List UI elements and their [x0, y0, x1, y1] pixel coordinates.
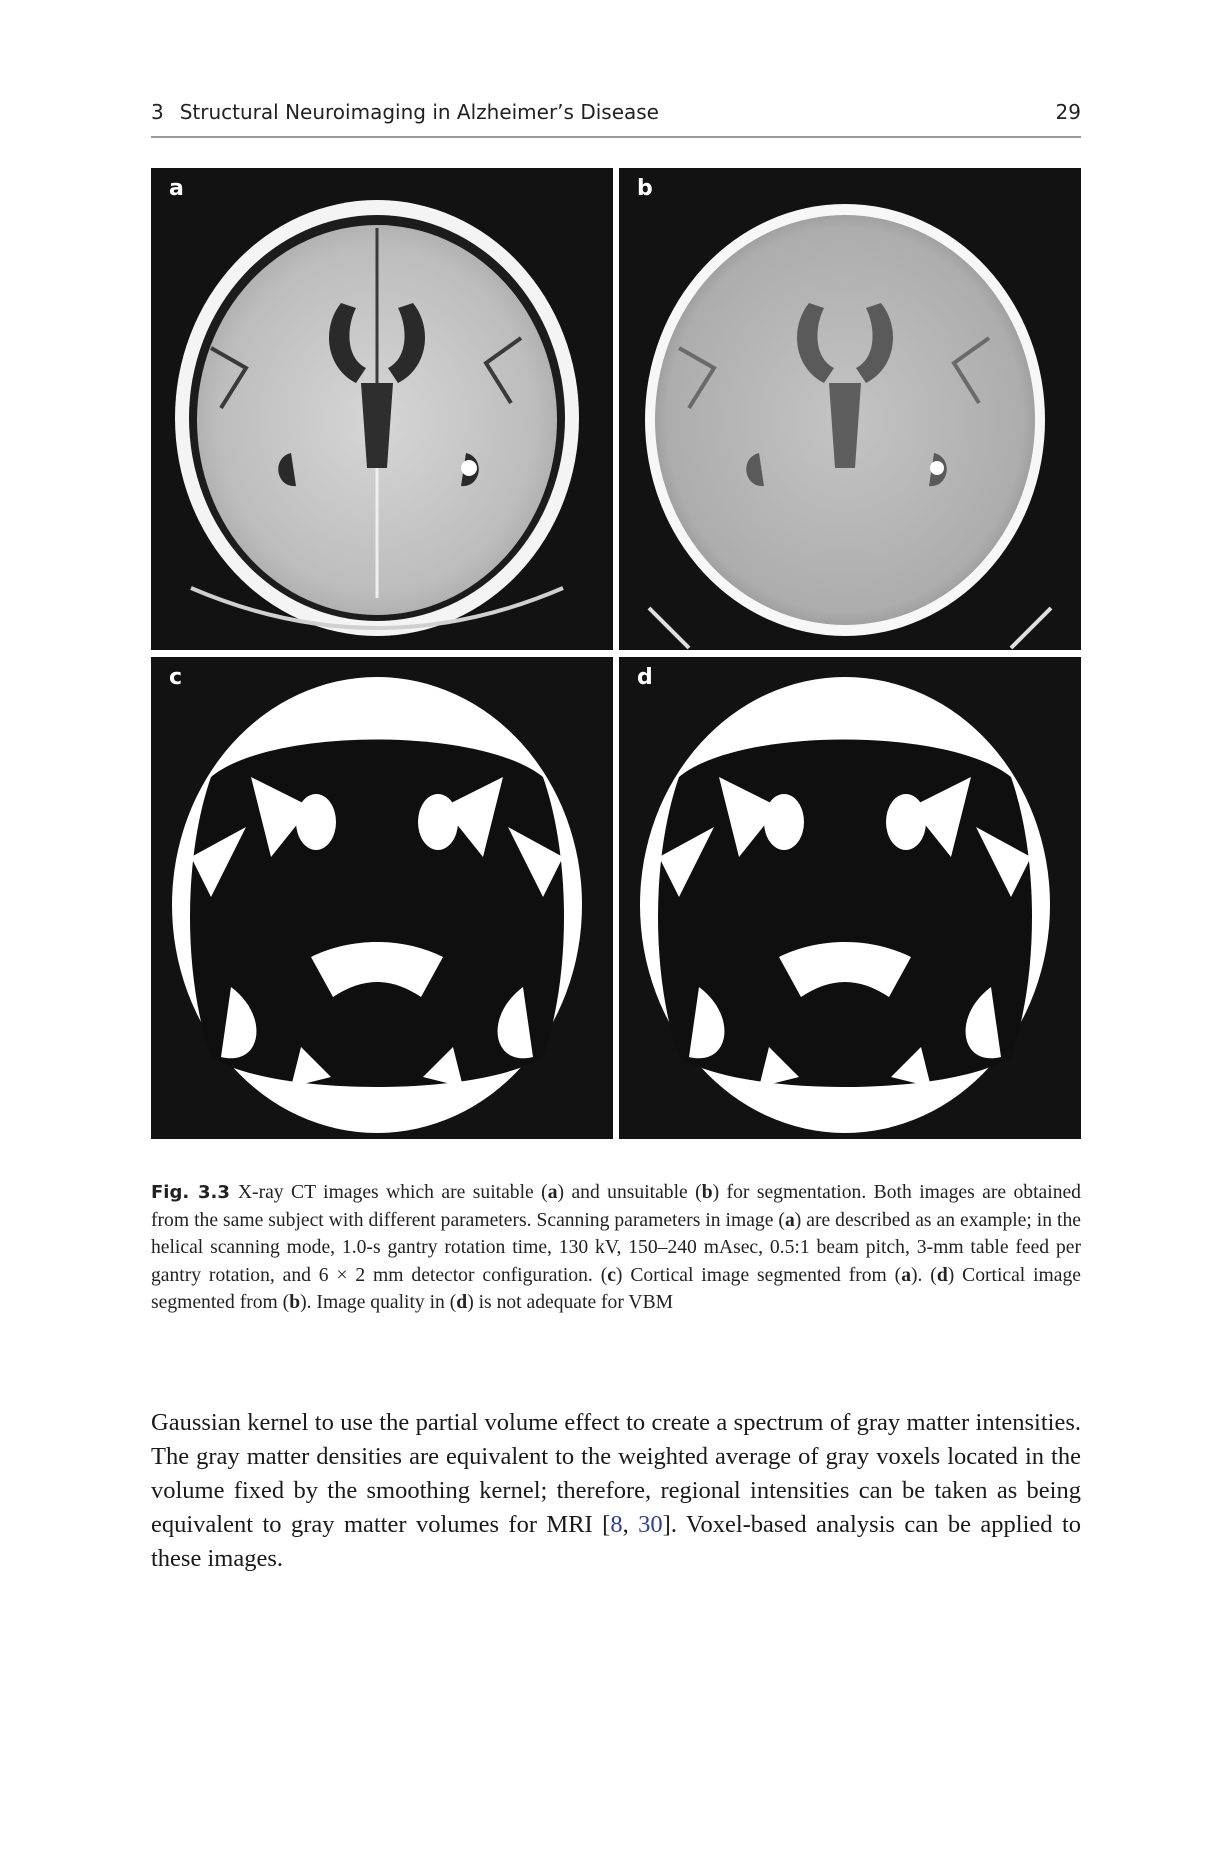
ct-scan-b-image: [619, 168, 1081, 650]
running-header: [151, 96, 1081, 138]
body-paragraph: [151, 1406, 1081, 1576]
panel-d-segmented-image: [619, 657, 1081, 1139]
caption-text: X-ray CT images which are suitable (: [237, 1182, 548, 1203]
caption-ref: b: [289, 1292, 301, 1313]
citation-link-8[interactable]: 8: [610, 1511, 623, 1538]
caption-text: ) is not adequate for VBM: [467, 1292, 674, 1313]
chapter-title: Structural Neuroimaging in Alzheimer’s Disease: [179, 100, 659, 124]
caption-text: ). (: [911, 1264, 937, 1286]
segmented-cortex-d-image: [619, 657, 1081, 1139]
ct-scan-a-image: [151, 168, 613, 650]
panel-label-d: d: [637, 665, 653, 690]
chapter-heading: [151, 100, 659, 124]
chapter-number: 3: [151, 100, 164, 124]
caption-text: ) for segmentation. Both images are obtained from the same subject with different parameters. Scanning parameters in image (: [151, 1182, 1081, 1231]
paragraph-text: Gaussian kernel to use the partial volume effect to create a spectrum of gray matter intensities. The gray matter densities are equivalent to the weighted average of gray voxels located in the volume fixed by the smoothing kernel; therefore, regional intensities can be taken as being equivalent to gray matter volumes for MRI [: [151, 1409, 1081, 1538]
caption-text: ) and unsuitable (: [557, 1182, 702, 1203]
figure-caption: [151, 1179, 1081, 1317]
caption-text: ) Cortical image segmented from (: [615, 1264, 902, 1286]
panel-c-segmented-image: [151, 657, 613, 1139]
panel-a-ct-image: [151, 168, 613, 650]
caption-ref: b: [701, 1182, 713, 1203]
caption-text: ) Cortical image segmented from (: [151, 1264, 1081, 1313]
panel-b-ct-image: [619, 168, 1081, 650]
caption-ref: a: [784, 1209, 795, 1231]
panel-label-a: a: [169, 176, 184, 201]
figure-label: Fig. 3.3: [151, 1182, 230, 1203]
caption-ref: d: [456, 1292, 468, 1313]
segmented-cortex-c-image: [151, 657, 613, 1139]
caption-ref: c: [607, 1264, 616, 1286]
caption-ref: d: [936, 1264, 948, 1286]
panel-label-c: c: [169, 665, 183, 690]
caption-ref: a: [547, 1182, 558, 1203]
figure-3-3: [151, 168, 1081, 1153]
citation-separator: ,: [622, 1511, 639, 1538]
page-number: 29: [1055, 100, 1081, 124]
paragraph-text: ]. Voxel-based analysis can be applied to these images.: [151, 1511, 1082, 1572]
caption-ref: a: [901, 1264, 911, 1286]
caption-text: ) are described as an example; in the helical scanning mode, 1.0-s gantry rotation time, 130 kV, 150–240 mAsec, 0.5:1 beam pitch, 3-mm table feed per gantry rotation, and 6 × 2 mm detector configuration. (: [151, 1209, 1081, 1286]
citation-link-30[interactable]: 30: [638, 1511, 663, 1538]
panel-label-b: b: [637, 176, 653, 201]
caption-text: ). Image quality in (: [300, 1292, 457, 1313]
